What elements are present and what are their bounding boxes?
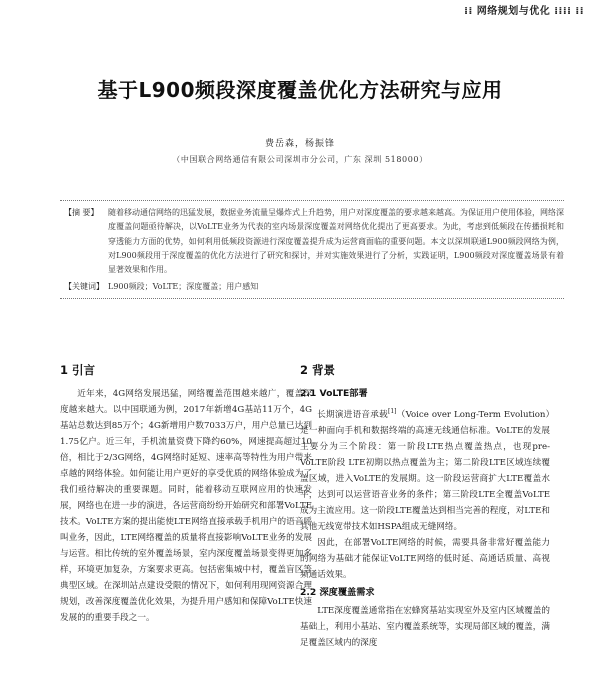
right-column [300,362,550,651]
abstract-label: 【摘 要】 [64,208,99,217]
authors: 费岳森，杨振锋 [264,139,335,149]
keywords-text: L900频段；VoLTE；深度覆盖；用户感知 [108,282,259,292]
section-2-2-paragraph: LTE深度覆盖通常指在宏蜂窝基站实现室外及室内区域覆盖的基础上，利用小基站、室内覆盖系统等，实现局部区域的覆盖，满足覆盖区域内的深度 [300,605,550,648]
section-2-heading: 2 背景 [300,363,336,377]
section-1-heading: 1 引言 [60,363,96,377]
section-2-1-rest: （Voice over Long-Term Evolution）是一种面向手机和数据终端的高速无线通信标准。VoLTE的发展主要分为三个阶段：第一阶段LTE热点覆盖热点，也现pre-VoLTE阶段 LTE初期以热点覆盖为主；第二阶段LTE区域连续覆盖区域，进入VoLTE的发展期。这一阶段运营商扩大LTE覆盖水平，达到可以运营语音业务的条件；第三阶段LTE全覆盖VoLTE成为主流应用。这一阶段LTE覆盖达到相当完善的程度，对LTE和其他无线宽带技术如HSPA组成无缝网络。 [300,409,550,532]
paper-title: 基于L900频段深度覆盖优化方法研究与应用 [97,78,503,102]
section-1-paragraph: 近年来，4G网络发展迅猛，网络覆盖范围越来越广，覆盖深度越来越大。以中国联通为例，2017年新增4G基站11万个，4G基站总数达到85万个；4G新增用户数7033万户，用户总量已达到1.75亿户。近三年，手机流量资费下降约60%，网速提高超过10倍，相比于2/3G网络，4G网络时延短、速率高等特性为用户带来卓越的网络体验。如何能让用户更好的享受优质的网络体验成为了我们亟待解决的重要课题。同时，能着移动互联网应用的快速发展，网络也在进一步的演进，各运营商纷纷开始研究和部署VoLTE技术。VoLTE方案的提出能使LTE网络直接承载手机用户的语音呼叫业务，因此，LTE网络覆盖的质量将直接影响VoLTE业务的发展与运营。相比传统的室外覆盖场景，室内深度覆盖场景变得更加多样，环境更加复杂，方案要求更高。包括密集城中村，覆盖盲区等典型区域。在深圳站点建设受限的情况下，如何利用现网资源合理规划，改善深度覆盖优化效果，为提升用户感知和保障VoLTE快速发展的的重要手段之一。 [60,389,312,623]
citation-1: [1] [387,408,397,415]
section-2-1-lead: 长期演进语音承载 [317,409,388,420]
section-tag: ⁞⁞ 网络规划与优化 ⁞⁞⁞⁞ ⁞⁞ [464,6,584,17]
abstract-block [64,206,564,295]
section-2-1-paragraph-2: 因此，在部署VoLTE网络的时候，需要具备非常好覆盖能力的网络为基础才能保证VoLTE网络的低时延、高通话质量、高视频通话效果。 [300,537,550,580]
abstract-row [64,206,564,277]
section-2-1-paragraph [300,404,550,535]
keywords-row [64,280,564,294]
section-2-1-heading: 2.1 VoLTE部署 [300,388,368,399]
keywords-label: 【关键词】 [64,282,104,292]
abstract-top-rule [60,200,564,201]
left-column [60,362,312,626]
section-2-2-heading: 2.2 深度覆盖需求 [300,586,375,598]
abstract-text: 随着移动通信网络的迅猛发展，数据业务流量呈爆炸式上升趋势，用户对深度覆盖的要求越来越高。为保证用户使用体验，网络深度覆盖问题亟待解决，以VoLTE业务为代表的室内场景深度覆盖对网络优化提出了更高要求。为此，考虑到低频段在传播损耗和穿透能力方面的优势，如何利用低频段资源进行深度覆盖提升成为运营商面临的重要问题。本文以深圳联通L900频段网络为例，对L900频段用于深度覆盖的优化方法进行了研究和探讨，并对实施效果进行了分析，实践证明，L900频段对深度覆盖场景有着显著效果和作用。 [108,208,564,275]
affiliation: （中国联合网络通信有限公司深圳市分公司，广东 深圳 518000） [172,155,428,164]
abstract-bottom-rule [60,298,564,299]
